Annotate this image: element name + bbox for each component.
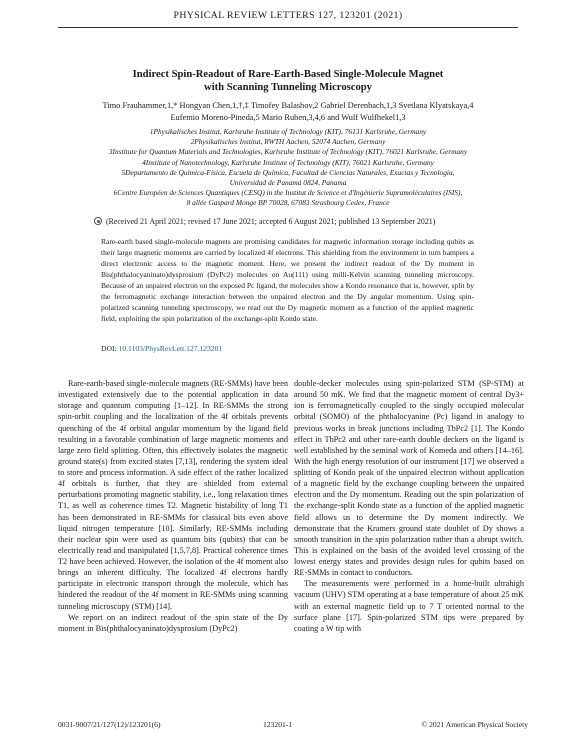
- affiliation-2: 2Physikalisches Institut, RWTH Aachen, 52074 Aachen, Germany: [190, 137, 386, 147]
- affiliation-5-cont: Universidad de Panamá 0824, Panama: [229, 178, 347, 188]
- title-line-2: with Scanning Tunneling Microscopy: [204, 82, 372, 93]
- affiliation-3: 3Institute for Quantum Materials and Technologies, Karlsruhe Institute of Technology (KIT), 76021 Karlsruhe, Germany: [108, 147, 468, 157]
- authors-line-1: [58, 100, 518, 112]
- title-line-1: Indirect Spin-Readout of Rare-Earth-Based Single-Molecule Magnet: [132, 69, 444, 80]
- header-rule: [58, 27, 518, 28]
- body-paragraph: The measurements were performed in a home-built ultrahigh vacuum (UHV) STM operating at a base temperature of about 25 mK with an external magnetic field up to 7 T oriented normal to the surface plane [17]. Spin-polarized STM tips were prepared by coating a W tip with: [294, 579, 524, 633]
- article-title: [58, 68, 518, 94]
- affiliation-1: 1Physikalisches Institut, Karlsruhe Institute of Technology (KIT), 76131 Karlsruhe, Germany: [149, 127, 427, 136]
- doi-link[interactable]: 10.1103/PhysRevLett.127.123201: [118, 344, 223, 353]
- body-paragraph: double-decker molecules using spin-polarized STM (SP-STM) at around 50 mK. We find that the magnetic moment of central Dy3+ ion is ferromagnetically coupled to the singly occupied molecular orbital (SOMO) of the phthalocyanine (Pc) ligand in analogy to previous works in break junctions including TbPc2 [1]. The Kondo effect in TbPc2 and other rare-earth double deckers on the ligand is well established by the seminal work of Komeda and others [14–16]. With the high energy resolution of our instrument [17] we observed a splitting of Kondo peak of the unpaired electron without application of a magnetic field by the exchange coupling between the unpaired electron and the Dy momentum. Reading out the spin polarization of the exchange-split Kondo state as a function of the applied magnetic field allows us to determine the Dy moment indirectly. We demonstrate that the Kramers ground state doublet of Dy shows a smooth transition in the spin polarization rather than a abrupt switch. This is explained on the basis of the avoided level crossing of the lowest energy states and provides design rules for qubits based on RE-SMMs in contact to conductors.: [294, 379, 524, 578]
- body-paragraph: We report on an indirect readout of the spin state of the Dy moment in Bis(phthalocyaninato)dysprosium (DyPc2): [58, 612, 288, 633]
- copyright: © 2021 American Physical Society: [421, 720, 528, 729]
- affiliation-5: 5Departamento de Química-Física, Escuela de Química, Facultad de Ciencias Naturales, Exactas y Tecnología,: [121, 167, 455, 177]
- body-paragraph: Rare-earth-based single-molecule magnets (RE-SMMs) have been investigated extensively due to the potential application in data storage and quantum computing [1–12]. In RE-SMMs the strong spin-orbit coupling and the localization of the 4f orbitals prevents quenching of the 4f orbital angular momentum by the ligand field resulting in a favorable combination of large magnetic moments and large zero field splitting. Often, this effectively isolates the magnetic ground state(s) from excited states [7,13], rendering the system ideal to store and process information. A side effect of the rather localized 4f orbitals is further, that they are shielded from external perturbations promoting magnetic stability, i.e., long relaxation times T1, as well as coherence times T2. Magnetic bistability of long T1 has been demonstrated in RE-SMMs for classical bits even above liquid nitrogen temperature [10]. Similarly, RE-SMMs including their nuclear spin were used as quantum bits (qubits) that can be electrically read and manipulated [1,5,7,8]. Practical coherence times T2 have been achieved. However, the isolation of the 4f moment also brings an inherent difficulty. The localized 4f electrons hardly participate in electronic transport through the molecule, which has hindered the readout of the 4f moment in RE-SMMs using scanning tunneling microscopy (STM) [14].: [58, 379, 288, 611]
- page-number: 123201-1: [263, 720, 293, 729]
- doi-line: [101, 344, 222, 353]
- open-access-icon: [94, 217, 102, 225]
- authors-line-1-text: Timo Frauhammer,1,* Hongyan Chen,1,†,‡ Timofey Balashov,2 Gabriel Derenbach,1,3 Svetlana Klyatskaya,4: [102, 101, 474, 110]
- affiliation-6-cont: 8 allée Gaspard Monge BP 70028, 67083 Strasbourg Cedex, France: [186, 198, 390, 208]
- authors-line-2-text: Eufemio Moreno-Pineda,5 Mario Ruben,3,4,6 and Wulf Wulfhekel1,3: [170, 112, 406, 122]
- affiliation-6: 6Centre Européen de Sciences Quantiques (CESQ) in the Institut de Science et d'Ingénierie Supramoléculaires (ISIS),: [113, 188, 463, 198]
- doi-label: DOI:: [101, 344, 117, 353]
- received-text: (Received 21 April 2021; revised 17 June 2021; accepted 6 August 2021; published 13 September 2021): [106, 217, 436, 226]
- journal-header: PHYSICAL REVIEW LETTERS 127, 123201 (2021): [173, 10, 403, 21]
- abstract: Rare-earth based single-molecule magnets are promising candidates for magnetic information storage including qubits as their large magnetic moments are carried by localized 4f electrons. This shielding from the environment in turn hampers a direct electronic access to the magnetic moment. Here, we present the indirect readout of the Dy moment in Bis(phthalocyaninato)dysprosium (DyPc2) molecules on Au(111) using milli-Kelvin scanning tunneling microscopy. Because of an unpaired electron on the exposed Pc ligand, the molecules show a Kondo resonance that is, however, split by the ferromagnetic exchange interaction between the unpaired electron and the Dy angular momentum. Using spin-polarized scanning tunneling spectroscopy, we read out the Dy magnetic moment as a function of the applied magnetic field, exploiting the spin polarization of the exchange-split Kondo state.: [101, 237, 474, 324]
- affiliation-4: 4Institute of Nanotechnology, Karlsruhe Institute of Technology (KIT), 76021 Karlsruhe, Germany: [142, 157, 434, 167]
- author-list: [58, 100, 518, 123]
- authors-line-2: [58, 112, 518, 124]
- body-column-right: [294, 378, 524, 634]
- received-dates: [94, 217, 524, 226]
- body-column-left: [58, 378, 288, 634]
- footer-code: 0031-9007/21/127(12)/123201(6): [58, 720, 161, 729]
- affiliations: [58, 127, 518, 209]
